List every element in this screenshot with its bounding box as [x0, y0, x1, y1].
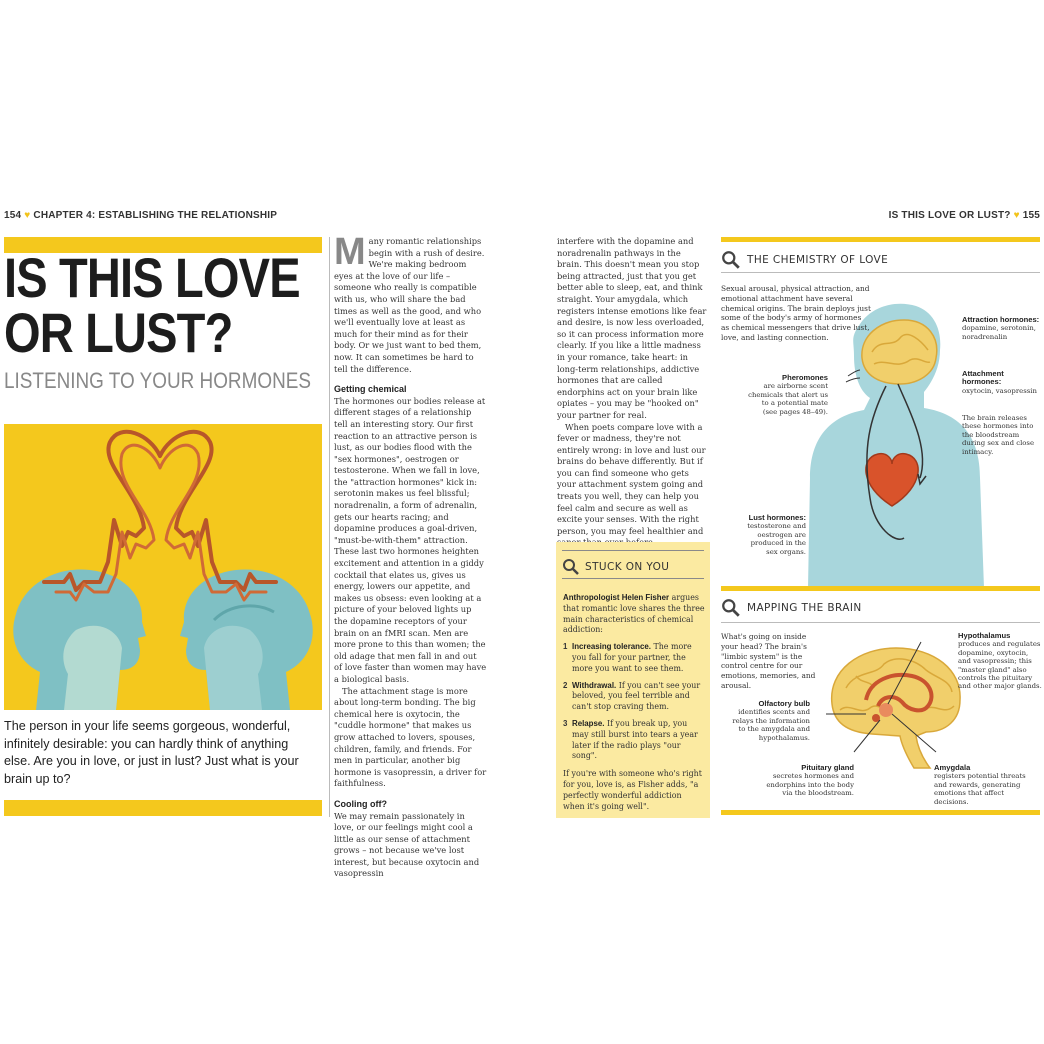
column-rule [329, 237, 330, 817]
panel-bar-middle [721, 586, 1040, 591]
label-text: testosterone and oestrogen are produced in the sex organs. [747, 522, 806, 556]
label-text: produces and regulates dopamine, oxytocin, and vasopressin; this "master gland" also controls the pituitary and other major glands. [958, 640, 1042, 691]
magnifier-icon [721, 598, 741, 618]
label-olfactory-bulb [728, 700, 810, 742]
title-line-1: IS THIS LOVE [4, 246, 300, 309]
col2-paragraph-1: interfere with the dopamine and noradrenalin pathways in the brain. This doesn't mean you stop being attracted, just that you get better able to sleep, eat, and think straight. Your amygdala, which registers intense emotions like fear and desire, is now less overloaded, so it can process information more clearly. If you like a little madness in your romance, take heart: in long-term relationships, addictive hormones that are called endorphins act on your brain like opiates – you may be "hooked on" your partner for real. [557, 236, 707, 420]
label-title: Hypothalamus [958, 631, 1011, 640]
page-number-right: 155 [1022, 210, 1040, 221]
chemistry-heading [721, 250, 888, 270]
list-number: 2 [563, 680, 568, 690]
heart-icon: ♥ [24, 210, 31, 221]
label-text: dopamine, serotonin, noradrenalin [962, 324, 1036, 341]
label-attraction [962, 316, 1042, 341]
chemistry-intro: Sexual arousal, physical attraction, and emotional attachment have several chemical origins. The brain deploys just some of the body's army of hormones as chemical messengers that drive lust, love, and lasting connection. [721, 284, 871, 342]
label-title: Amygdala [934, 763, 971, 772]
heart-icon: ♥ [1013, 210, 1020, 221]
stuck-on-you-box [556, 542, 710, 818]
label-attachment [962, 370, 1042, 395]
panel-bar-top [721, 237, 1040, 242]
label-title: Olfactory bulb [758, 699, 810, 708]
body-column-2 [557, 236, 707, 549]
stuck-title: STUCK ON YOU [585, 561, 670, 573]
list-number: 1 [563, 642, 568, 652]
label-pituitary [762, 764, 854, 798]
brain-illustration [826, 640, 966, 770]
list-item-text: If you break up, you may still burst into tears a year later if the radio plays "our song". [572, 718, 698, 761]
list-item [563, 642, 705, 674]
list-number: 3 [563, 718, 568, 728]
list-item-title: Withdrawal. [572, 680, 617, 690]
label-pheromones [748, 374, 828, 416]
chemistry-title: THE CHEMISTRY OF LOVE [747, 254, 889, 266]
list-item [563, 719, 705, 762]
label-brain-releases: The brain releases these hormones into the bloodstream during sex and close intimacy. [962, 414, 1035, 456]
label-text: registers potential threats and rewards, generating emotions that affect decisions. [934, 772, 1026, 806]
col2-paragraph-2: When poets compare love with a fever or madness, they're not entirely wrong: in love and lust our brains do behave differently. But if you can find someone who gets your attachment system going and treats you well, they can help you feel calm and secure as well as excite your senses. With the right person, you may feel healthier and [557, 421, 706, 536]
label-title: Attraction hormones: [962, 315, 1040, 324]
col1-paragraph-2: The hormones our bodies release at different stages of a relationship tell an interesting story. Our first reaction to an attractive person is lust, as our bodies flood with the "sex hormones", oestrogen or testosterone. When we fall in love, the "attraction hormones" kick in: serotonin makes us feel blissful; noradrenalin, a form of adrenalin, gets our hearts racing; and dopamine produces a goal-driven, "must-be-with-them" attraction. These last two hormones heighten excitement and attention in a giddy cocktail that elates us, gives us energy, lowers our appetite, and makes us obsess: even looking at a picture of your beloved lights up the dopamine receptors of your brain on an fMRI scan. Men are more prone to this than women; the old adage that men fall in and out of love faster than women may have a biological basis. [334, 395, 487, 684]
list-item-text: If you can't see your beloved, you feel terrible and can't stop craving them. [572, 680, 701, 712]
label-hypothalamus [958, 632, 1042, 691]
panel-bar-bottom [721, 810, 1040, 815]
list-item-title: Increasing tolerance. [572, 642, 651, 652]
chapter-title: CHAPTER 4: ESTABLISHING THE RELATIONSHIP [33, 210, 278, 221]
label-title: Pheromones [782, 373, 828, 382]
label-text: secretes hormones and endorphins into the body via the bloodstream. [766, 772, 854, 798]
stuck-lead-bold: Anthropologist Helen Fisher [563, 593, 670, 602]
label-text: oxytocin, vasopressin [962, 386, 1037, 395]
col1-paragraph-1: any romantic relationships begin with a rush of desire. We're making bedroom eyes at the love of our life – someone who really is compatible with us, who will share the bad times as well as the good, and who we'll eventually love at least as much for their mind as for their body. Or we just want to bed them, now. It can sometimes be hard to tell the difference. [334, 236, 485, 374]
label-text: are airborne scent chemicals that alert us to a potential mate (see pages 48–49). [748, 382, 828, 416]
list-item-title: Relapse. [572, 718, 605, 728]
divider [721, 622, 1040, 623]
mapping-title: MAPPING THE BRAIN [747, 602, 862, 614]
col1-paragraph-4: We may remain passionately in love, or our feelings might cool a little as our sense of attachment grows – not because we've lost interest, but because oxytocin and vasopressin [334, 810, 480, 879]
label-title: Attachment hormones: [962, 369, 1004, 387]
col1-paragraph-3: The attachment stage is more about long-term bonding. The big chemical here is oxytocin, the "cuddle hormone" that makes us grow attached to lovers, spouses, children, family, and friends. For men in particular, another big hormone is vasopressin, a driver for faithfulness. [334, 685, 487, 789]
page-subtitle: LISTENING TO YOUR HORMONES [4, 368, 311, 393]
two-heads-heart-illustration [4, 424, 322, 710]
bottom-bar-left [4, 800, 322, 816]
body-column-1 [334, 231, 487, 880]
label-amygdala [934, 764, 1040, 806]
running-header-right [889, 210, 1040, 221]
magnifier-icon [562, 558, 580, 576]
stuck-lead: argues that romantic love shares the three main characteristics of chemical addiction: [563, 593, 705, 635]
stuck-outro: If you're with someone who's right for you, love is, as Fisher adds, "a perfectly wonderful addiction when it's going well". [563, 769, 702, 811]
running-header-left [4, 210, 277, 221]
mapping-intro: What's going on inside your head? The brain's "limbic system" is the control centre for our emotions, memories, and arousal. [721, 632, 816, 690]
divider [721, 272, 1040, 273]
title-line-2: OR LUST? [4, 301, 233, 364]
list-item [563, 681, 705, 713]
magnifier-icon [721, 250, 741, 270]
running-title: IS THIS LOVE OR LUST? [888, 210, 1011, 221]
label-title: Lust hormones: [748, 513, 806, 522]
list-item-text: The more you fall for your partner, the more you want to see them. [572, 642, 692, 673]
intro-paragraph: The person in your life seems gorgeous, wonderful, infinitely desirable: you can hardly think of anything else. Are you in love, or just in lust? Just what is your brain up to? [4, 719, 299, 786]
hero-illustration [4, 424, 322, 710]
page-title [4, 246, 300, 364]
mapping-heading [721, 598, 862, 618]
label-title: Pituitary gland [801, 763, 854, 772]
label-lust [742, 514, 806, 556]
drop-cap: M [334, 231, 366, 273]
page-number-left: 154 [4, 210, 22, 221]
brain-illustration-wrap [826, 640, 966, 770]
section-heading-getting-chemical: Getting chemical [334, 384, 407, 395]
label-text: identifies scents and relays the information to the amygdala and hypothalamus. [732, 708, 810, 742]
section-heading-cooling-off: Cooling off? [334, 798, 387, 809]
